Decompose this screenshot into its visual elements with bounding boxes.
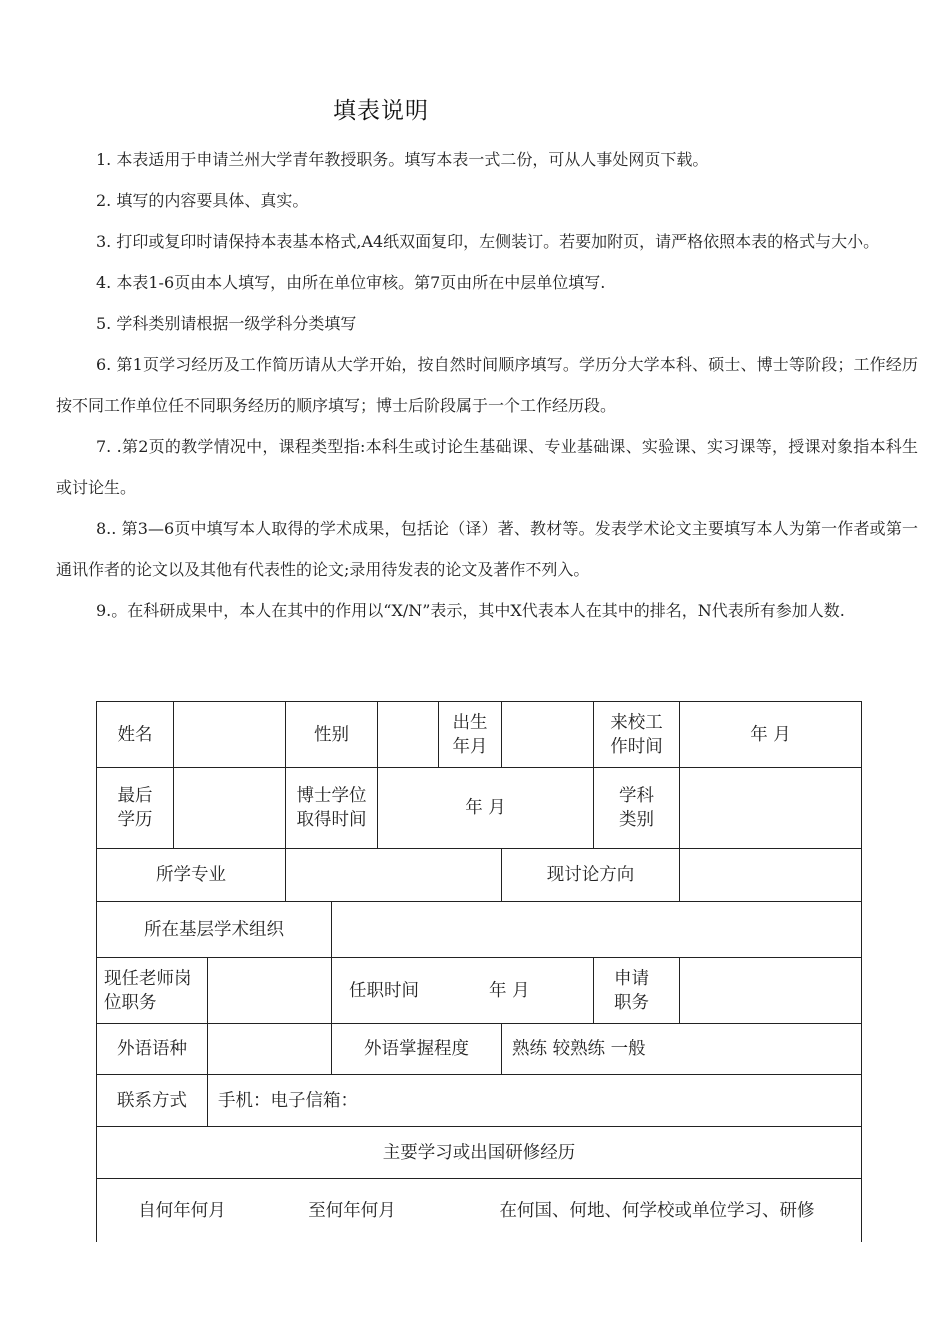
current-post-field[interactable]	[208, 958, 332, 1023]
subject-label: 学科类别	[594, 768, 680, 848]
current-post-label: 现任老师岗位职务	[97, 958, 208, 1023]
application-form-table	[96, 701, 862, 1242]
academic-org-label: 所在基层学术组织	[97, 902, 332, 957]
name-label: 姓名	[97, 702, 174, 767]
instruction-item: 7. .第2页的教学情况中，课程类型指:本科生或讨论生基础课、专业基础课、实验课、实习课等，授课对象指本科生或讨论生。	[56, 437, 918, 497]
col-from-header: 自何年何月	[138, 1200, 226, 1221]
mastery-label: 外语掌握程度	[332, 1024, 502, 1074]
phd-date-label: 博士学位取得时间	[286, 768, 378, 848]
research-direction-field[interactable]	[680, 849, 861, 901]
form-row	[97, 958, 861, 1024]
research-direction-label: 现讨论方向	[502, 849, 680, 901]
form-row	[97, 1024, 861, 1075]
education-label: 最后学历	[97, 768, 174, 848]
instruction-item: 2. 填写的内容要具体、真实。	[96, 191, 309, 210]
language-label: 外语语种	[97, 1024, 208, 1074]
name-field[interactable]	[174, 702, 286, 767]
subject-field[interactable]	[680, 768, 861, 848]
education-field[interactable]	[174, 768, 286, 848]
apply-post-field[interactable]	[680, 958, 861, 1023]
instruction-item: 3. 打印或复印时请保持本表基本格式,A4纸双面复印，左侧装订。若要加附页，请严格依照本表的格式与大小。	[96, 232, 880, 251]
form-row	[97, 1075, 861, 1127]
instruction-item: 5. 学科类别请根据一级学科分类填写	[96, 314, 357, 333]
form-row	[97, 702, 861, 768]
language-field[interactable]	[208, 1024, 332, 1074]
academic-org-field[interactable]	[332, 902, 861, 957]
col-to-header: 至何年何月	[308, 1200, 396, 1221]
apply-post-label: 申请职务	[594, 958, 680, 1023]
phd-date-field[interactable]: 年 月	[378, 768, 594, 848]
form-row	[97, 1127, 861, 1179]
major-field[interactable]	[286, 849, 502, 901]
form-row	[97, 768, 861, 849]
major-label: 所学专业	[97, 849, 286, 901]
section-heading: 主要学习或出国研修经历	[382, 1142, 576, 1163]
instructions	[56, 139, 918, 631]
instruction-item: 1. 本表适用于申请兰州大学青年教授职务。填写本表一式二份，可从人事处网页下载。	[96, 150, 709, 169]
form-row	[97, 1179, 861, 1242]
mastery-options[interactable]: 熟练 较熟练 一般	[512, 1039, 646, 1059]
gender-field[interactable]	[378, 702, 439, 767]
page-title: 填表说明	[333, 98, 429, 124]
col-place-header: 在何国、何地、何学校或单位学习、研修	[499, 1200, 815, 1221]
join-time-label: 来校工作时间	[594, 702, 680, 767]
birth-label: 出生年月	[439, 702, 502, 767]
join-time-field[interactable]: 年 月	[750, 724, 791, 745]
tenure-label: 任职时间	[349, 980, 419, 1001]
birth-field[interactable]	[502, 702, 594, 767]
contact-label: 联系方式	[97, 1075, 208, 1126]
form-row	[97, 902, 861, 958]
tenure-field[interactable]: 年 月	[489, 980, 530, 1001]
instruction-item: 6. 第1页学习经历及工作简历请从大学开始，按自然时间顺序填写。学历分大学本科、硕士、博士等阶段；工作经历按不同工作单位任不同职务经历的顺序填写；博士后阶段属于一个工作经历段。	[56, 355, 918, 415]
instruction-item: 4. 本表1-6页由本人填写，由所在单位审核。第7页由所在中层单位填写.	[96, 273, 606, 292]
form-row	[97, 849, 861, 902]
gender-label: 性别	[286, 702, 378, 767]
instruction-item: 8.. 第3—6页中填写本人取得的学术成果，包括论（译）著、教材等。发表学术论文主要填写本人为第一作者或第一通讯作者的论文以及其他有代表性的论文;录用待发表的论文及著作不列入。	[56, 519, 918, 579]
tenure-time	[332, 958, 594, 1023]
contact-field[interactable]: 手机：电子信箱：	[218, 1090, 358, 1111]
instruction-item: 9.。在科研成果中，本人在其中的作用以“X/N”表示，其中X代表本人在其中的排名，N代表所有参加人数.	[96, 601, 845, 620]
